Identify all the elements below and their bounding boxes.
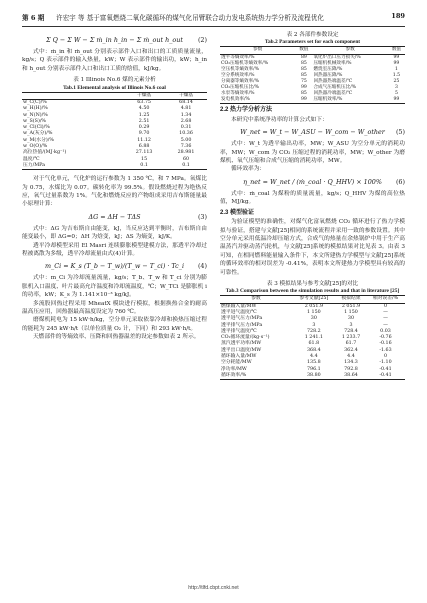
table-cell: 1.34 [180, 112, 192, 118]
table-cell: w_M(水分)/% [23, 137, 54, 143]
table-cell: 25 [393, 79, 400, 85]
table-cell: 回热器热端温差/℃ [313, 79, 353, 85]
table-cell: 85 [300, 66, 307, 72]
table-cell: 1.25 [138, 112, 150, 118]
table-cell: 温度/℃ [23, 156, 40, 162]
table-cell: 1 [394, 66, 398, 72]
table-cell: 61.8 [308, 341, 320, 347]
right-column [220, 32, 405, 380]
equation-2-body: Σ Q − Σ W − Σ ṁ_in h_in − Σ ṁ_out h_out [46, 36, 183, 44]
table-cell: 分离器等熵效率/% [221, 79, 260, 85]
paragraph: 式中：W_t 为透平输出功率，MW；W_ASU 为空分单元的消耗功率，MW；W_com 为 CO₂ 压缩过程的消耗功率，MW；W_other 为磨煤机、氧气压缩和合成气压缩的消耗功率，MW。 [220, 141, 405, 165]
table-cell: 9.70 [138, 131, 150, 137]
table-1 [22, 92, 207, 171]
table-cell: -1.63 [379, 347, 392, 353]
table-cell: 蒸汽透平功率/MW [221, 341, 262, 347]
table-cell: 1.5 [392, 72, 401, 78]
table-cell: CO₂循环流量/(kg·s⁻¹) [221, 335, 270, 341]
table-cell: 38.64 [336, 373, 366, 380]
table-cell: 99 [393, 60, 400, 66]
table-cell: 4.81 [180, 106, 192, 112]
table-cell: 796.1 [306, 366, 321, 372]
table-cell: 空压机等熵效率/% [221, 66, 260, 72]
table-cell: -0.41 [379, 366, 392, 372]
equation-4-number: (4) [197, 262, 207, 271]
equation-6-body: η_net = W_net / (ṁ_coal · Q_HHV) × 100% [243, 177, 382, 186]
table-header-row [220, 47, 405, 54]
table-cell: 135.8 [306, 360, 321, 366]
paragraph: 循环效率为： [231, 166, 266, 173]
table-cell: 0 [383, 303, 388, 309]
table-cell: 2 051.9 [341, 303, 361, 309]
table-cell: 99 [295, 97, 312, 104]
equation-5-number: (5) [395, 128, 405, 137]
table-cell: 10.36 [179, 131, 193, 137]
table-cell: 368.4 [306, 347, 321, 353]
table-row [220, 54, 405, 61]
paragraph: 天燃部件的等熵效率、压降和回热器温差的设定参数如表 2 所示。 [33, 334, 200, 341]
table-cell: 3 [394, 85, 398, 91]
table-cell: 发电机效率/% [220, 97, 295, 104]
table-row [22, 99, 207, 106]
equation-2 [22, 32, 207, 48]
table-3-caption: 表 3 模拟结果与参考文献[25]的对比 [266, 280, 359, 287]
table-header-cell [22, 92, 123, 99]
table-cell: 5 [394, 91, 398, 97]
table-cell: 4.4 [310, 354, 318, 360]
equation-3 [22, 209, 207, 225]
table-header-row [220, 296, 405, 303]
table-cell: w_H(H)/% [23, 106, 48, 112]
table-cell: 11.12 [137, 137, 151, 143]
table-header-cell: 相对误差/% [366, 296, 405, 303]
table-cell: 0.1 [123, 163, 165, 170]
table-cell: w_S(S)/% [23, 118, 46, 124]
table-cell: 透平进气温度/℃ [221, 309, 257, 315]
table-header-cell: 模拟结果 [336, 296, 366, 303]
table-cell: 循环输入量/MW [221, 354, 257, 360]
table-cell: 75 [300, 79, 307, 85]
table-cell: 2 051.9 [304, 303, 323, 309]
table-1-caption: 表 1 Illinois No.6 煤的元素分析 [73, 77, 156, 84]
table-cell: 3 [312, 322, 316, 328]
table-row [220, 303, 405, 310]
table-header-row [22, 92, 207, 99]
table-cell: 氧化炉出口压力损失/% [313, 54, 361, 60]
table-cell: 水泵等熵效率/% [221, 91, 255, 97]
table-row [22, 163, 207, 170]
table-cell: 68.14 [179, 99, 193, 105]
table-cell: 透平等熵效率/% [221, 54, 255, 60]
table-cell: 0.03 [380, 328, 391, 334]
table-header-cell: 参考文献[25] [292, 296, 336, 303]
paragraph: 对于气化单元，气化炉的运行参数为 1 350 ℃，和 7 MPa。氧煤比为 0.75，水煤比为 0.07。碳转化率为 99.5%。假设燃烧过程为绝热反应，氧气过量系数为 1%。气化和燃烧反应的产物组成采用吉布斯能量最小原理计算： [22, 176, 207, 208]
table-cell: -0.76 [379, 335, 392, 341]
table-cell: 99 [300, 85, 307, 91]
page-number: 189 [391, 12, 405, 20]
section-heading: 2.2 热力学分析方法 [220, 107, 273, 114]
table-cell: w_N(N)/% [23, 112, 48, 118]
table-cell: 5.00 [180, 137, 192, 143]
table-cell: 728.2 [306, 328, 321, 334]
table-header-cell: 数值 [295, 47, 312, 54]
equation-5 [220, 124, 405, 140]
table-cell: 0.31 [180, 125, 192, 131]
table-3-caption-en: Tab.3 Comparison between the simulation results and that in literature [25] [225, 288, 400, 295]
table-cell: w_O(O)/% [23, 144, 48, 149]
table-cell: 7.36 [180, 144, 192, 149]
table-cell: CO₂压缩机等熵效率/% [221, 60, 269, 66]
table-cell: 循环效率/% [220, 373, 292, 380]
table-cell: 1 241.1 [304, 335, 323, 341]
paragraph: 磨煤机耗电为 15 kW·h/kg，空分单元采取依靠冷却和换热压缩过程的能耗为 245 kW·h/t（以单位质量 O₂ 计，下同）和 293 kW·h/t。 [22, 317, 207, 332]
table-cell: — [383, 316, 388, 322]
paragraph: 式中：ṁ_coal 为煤粉的质量流量，kg/s；Q_HHV 为煤的高位热值，MJ/kg。 [220, 190, 405, 206]
table-row [220, 373, 405, 380]
table-header-cell: 数值 [388, 47, 405, 54]
table-cell: w_A(灰分)/% [23, 131, 53, 137]
issue-label: 第 6 期 [22, 14, 45, 22]
table-2-caption-en: Tab.2 Parameters set for each component [264, 39, 361, 46]
table-header-cell: 干燥基 [165, 92, 207, 99]
equation-5-body: W_net = W_t − W_ASU − W_com − W_other [240, 128, 385, 137]
table-cell: 134.3 [344, 360, 358, 366]
table-cell: 压力/MPa [22, 163, 123, 170]
table-cell: 回热器压降/% [313, 72, 343, 78]
table-row [220, 97, 405, 104]
table-cell: 回热器冷端温差/℃ [313, 91, 353, 97]
table-cell: 燃烧室压降/% [313, 66, 343, 72]
running-header [22, 12, 405, 27]
paragraph: 式中：m_Ci 为冷却流量流量，kg/s；T_b、T_w 和 T_ci 分别为膨胀机入口温度、叶片最高允许温度和冷却流温度，℃；W_TCi 是膨胀机 i 的功率，kW；K_s 为 1.141×10⁻³ kg/kJ。 [22, 275, 207, 299]
table-cell: — [383, 309, 388, 315]
table-cell: 2.68 [180, 118, 192, 124]
table-cell: 728.4 [344, 328, 358, 334]
table-cell: 792.8 [344, 366, 358, 372]
table-cell: 89 [300, 54, 307, 60]
equation-4-body: m_Ci = K_s (T_b − T_w)/(T_w − T_ci) · Tc_i [44, 262, 184, 271]
table-header-cell: 干燥基 [123, 92, 165, 99]
equation-6-number: (6) [395, 177, 405, 186]
equation-2-number: (2) [197, 36, 207, 44]
table-cell: 透平进气压力/MPa [221, 316, 263, 322]
table-cell: 85 [300, 72, 307, 78]
table-cell: 压缩机机械效率/% [313, 60, 352, 66]
paragraph: 透平冷却模型采用 El Masri 连续膨胀模型建模方法，那透平冷却过程被离散为多级，透平冷却流量由式(4)计算。 [22, 242, 207, 258]
table-cell: 85 [300, 91, 307, 97]
table-cell: 燃煤输入量/MW [221, 303, 257, 309]
equation-3-body: ΔG = ΔH − TΔS [88, 212, 141, 221]
paragraph: 式中：ΔG 为吉布斯自由能变，kJ，当反应达到平衡时，吉布斯自由能变最小，即 ΔG=0；ΔH 为焓变，kJ；ΔS 为熵变，kJ/K。 [22, 225, 207, 241]
table-cell: 99 [393, 54, 400, 60]
table-cell: 4.4 [347, 354, 355, 360]
table-cell: 3 [349, 322, 353, 328]
section-heading: 2.3 模型验证 [220, 209, 255, 216]
table-cell: -0.41 [366, 373, 405, 380]
table-cell: 15 [141, 156, 148, 162]
table-cell: 2.51 [138, 118, 150, 124]
table-cell: 38.80 [292, 373, 336, 380]
table-cell: 1 150 [306, 309, 321, 315]
table-header-cell: 参数 [220, 296, 292, 303]
table-cell: w_C(C)/% [23, 99, 47, 105]
table-cell: 61.7 [345, 341, 357, 347]
table-cell: 合成气压缩机压比/% [313, 85, 357, 91]
table-header-cell: 参数 [220, 47, 295, 54]
table-cell: CO₂压缩机压比/% [221, 85, 260, 91]
table-cell: 高位热值/(MJ·kg⁻¹) [23, 150, 67, 156]
table-cell: 净功率/MW [221, 366, 247, 372]
table-cell: 压缩机效率/% [312, 97, 387, 104]
table-cell: 1 150 [344, 309, 358, 315]
table-cell: 6.88 [138, 144, 150, 149]
table-cell: 63.75 [137, 99, 151, 105]
table-2-caption: 表 2 各部件参数设定 [286, 32, 339, 38]
footer-url: http://tlfd.cbpt.cnki.net [188, 585, 239, 591]
paragraph: 本研究中系统净功率的计算公式如下： [231, 116, 328, 123]
table-cell: 0.1 [165, 163, 207, 170]
table-cell: 60 [182, 156, 190, 162]
table-cell: 99 [388, 97, 405, 104]
table-cell: 透平排气温度/℃ [221, 328, 257, 334]
equation-6 [220, 174, 405, 190]
table-cell: 1 233.7 [341, 335, 361, 341]
table-cell: 空分耗能/MW [221, 360, 252, 366]
table-cell: 28.981 [177, 150, 195, 156]
table-cell: 透平出口温度/MW [221, 347, 262, 353]
table-cell: 362.4 [344, 347, 358, 353]
table-cell: -0.16 [379, 341, 392, 347]
left-column [22, 32, 207, 342]
table-1-caption-en: Tab.1 Elemental analysis of Illinois No.6 coal [63, 84, 166, 91]
table-cell: w_Cl(Cl)/% [23, 125, 50, 131]
table-cell: 透平排气压力/MPa [221, 322, 263, 328]
table-cell: — [383, 322, 388, 328]
paragraph: 式中：ṁ_in 和 ṁ_out 分别表示部件入口和出口的工质质量流量，kg/s；Q 表示部件的输入热量，kW；W 表示部件的输出功，kW；h_in 和 h_out 分别表示部件入口和出口工质的焓值，kJ/kg。 [22, 49, 207, 72]
table-cell: 30 [310, 316, 317, 322]
table-cell: 空分系统效率/% [221, 72, 255, 78]
table-cell: 30 [347, 316, 355, 322]
table-2 [220, 46, 405, 104]
table-cell: 4.50 [138, 106, 150, 112]
table-cell: 85 [300, 60, 307, 66]
table-header-cell: 参数 [312, 47, 387, 54]
header-title: 许宏宇 等 基于富氧燃烧二氧化碳循环的煤气化吊臂联合动力发电系统热力学分析及流程优化 [56, 14, 324, 22]
paragraph: 为验证模型的准确性，对煤气化富氧燃烧 CO₂ 循环进行了热力学模拟与验证，搭建与文献[25]相同的系统流程并采用一致的参数设置。其中空分单元采用低温冷却压缩方式，合成气的热量在余热锅炉中用于生产高温蒸汽并驱动蒸汽轮机，与文献[25]系统的模拟结果对比见表 3。由表 3 可知，在相同燃料能量输入条件下，本文所建热力学模型与文献[25]系统的循环效率的相对误差为 -0.41%，表明本文所建热力学模型具有较高的可靠性。 [220, 219, 405, 276]
table-cell: 0.29 [138, 125, 150, 131]
equation-4 [22, 258, 207, 274]
table-cell: -1.10 [379, 360, 392, 366]
table-3 [220, 295, 405, 380]
table-cell: 27.113 [135, 150, 153, 156]
paragraph: 多流股回热过程采用 MheatX 模块进行模拟，根据换热合金的耐高温高压应用，回热器最高温度设定为 760 ℃。 [22, 300, 207, 316]
equation-3-number: (3) [197, 212, 207, 221]
table-cell: 0 [383, 354, 388, 360]
